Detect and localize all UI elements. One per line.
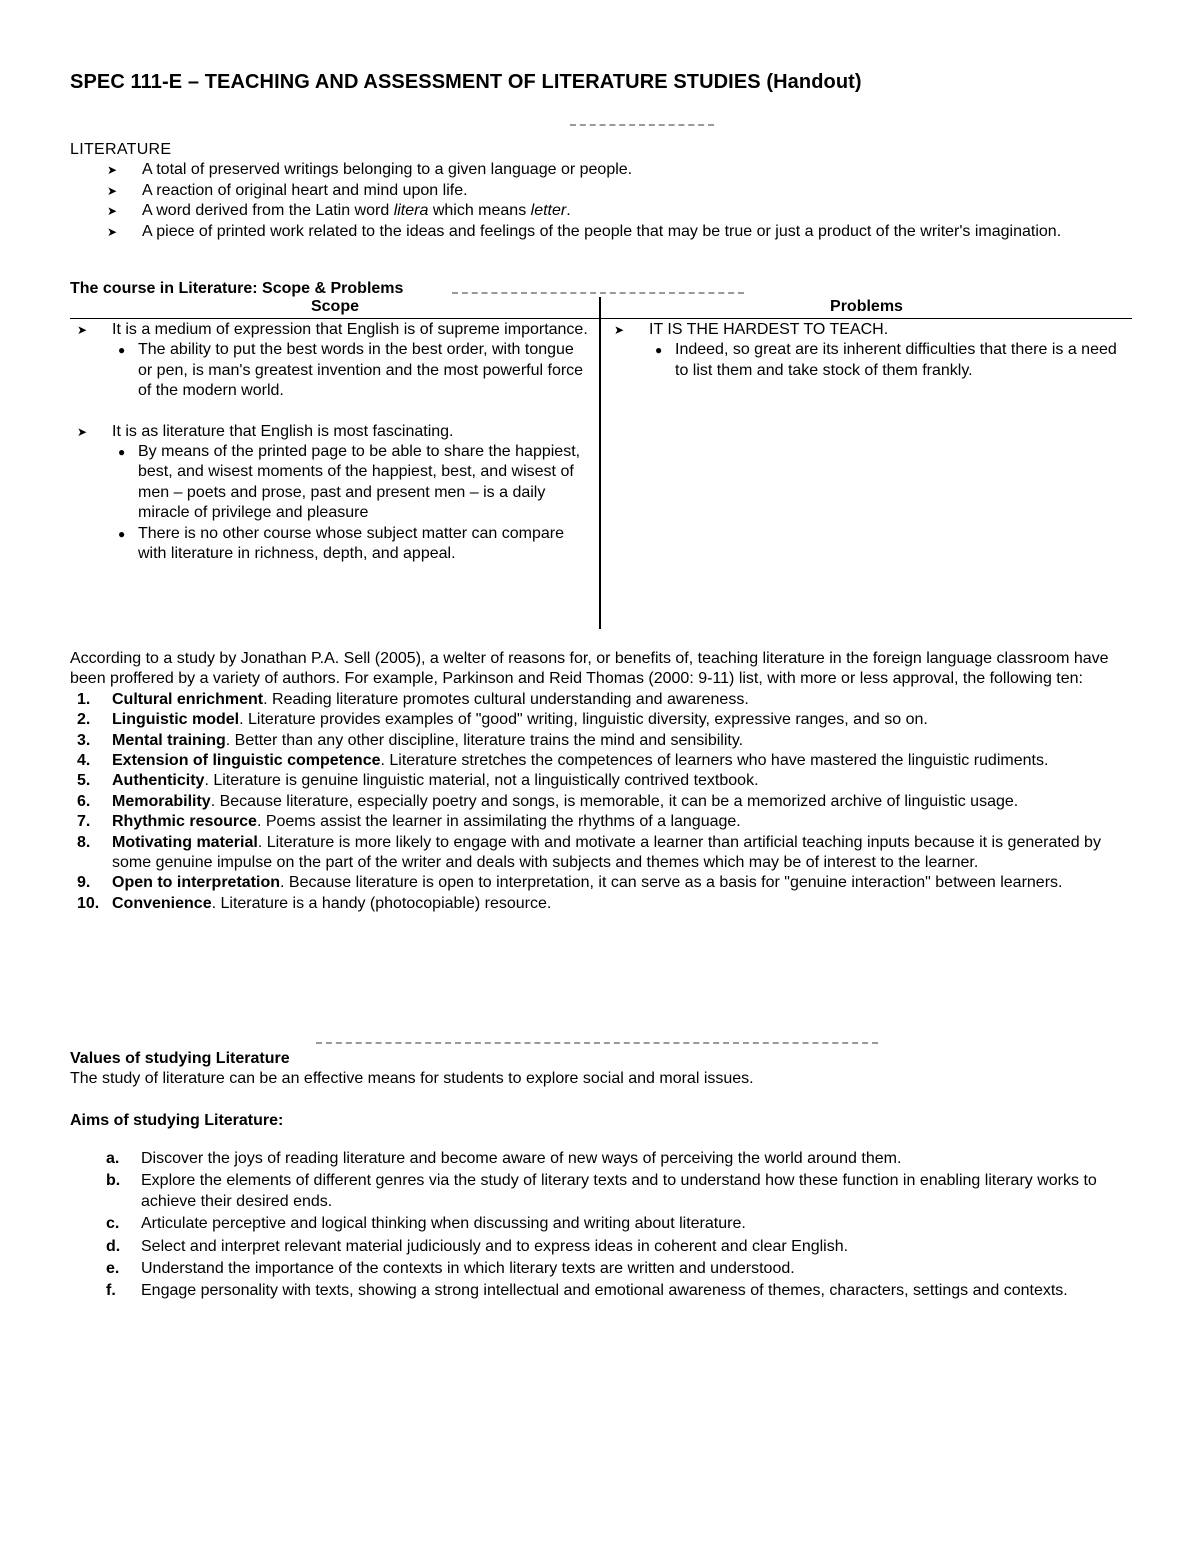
reason-number: 8.	[77, 833, 91, 851]
aim-letter: b.	[106, 1172, 121, 1190]
list-item: ● The ability to put the best words in the best order, with tongue or pen, is man's greatest invention and the most powerful force of the modern world.	[118, 341, 584, 400]
aim-item	[70, 1237, 1132, 1257]
aim-item	[70, 1281, 1132, 1301]
aims-heading: Aims of studying Literature:	[70, 1112, 284, 1129]
reason-description: . Literature is a handy (photocopiable) resource.	[211, 894, 552, 912]
reason-term: Rhythmic resource	[112, 813, 257, 831]
list-item: ● There is no other course whose subject matter can compare with literature in richness, depth, and appeal.	[118, 524, 564, 563]
literature-section	[70, 140, 1070, 242]
reason-number: 5.	[77, 772, 91, 790]
reason-item	[70, 894, 1132, 914]
reason-description: . Reading literature promotes cultural understanding and awareness.	[263, 690, 749, 708]
reason-number: 3.	[77, 731, 91, 749]
list-item: ➤ A total of preserved writings belonging to a given language or people.	[70, 160, 1070, 180]
list-item: ● By means of the printed page to be able to share the happiest, best, and wisest moments of the happiest, best, and wisest of men – poets and prose, past and present men – is a daily miracle of privilege and pleasure	[118, 443, 581, 522]
reason-term: Extension of linguistic competence	[112, 752, 381, 770]
reason-number: 1.	[77, 690, 91, 708]
arrowhead-bullet-icon: ➤	[77, 424, 88, 439]
arrowhead-bullet-icon: ➤	[107, 183, 118, 198]
reason-number: 7.	[77, 813, 91, 831]
reason-item	[70, 731, 1132, 751]
dot-bullet-icon: ●	[118, 526, 126, 541]
reason-term: Authenticity	[112, 772, 205, 790]
reason-description: . Because literature, especially poetry and songs, is memorable, it can be a memorized archive of linguistic usage.	[210, 792, 1019, 810]
course-section-title: The course in Literature: Scope & Problems	[70, 280, 404, 297]
header-divider	[70, 318, 1132, 319]
sell-intro-paragraph: According to a study by Jonathan P.A. Sell (2005), a welter of reasons for, or benefits of, teaching literature in the foreign language classroom have been proffered by a variety of authors. For example, Parkinson and Reid Thomas (2000: 9-11) list, with more or less approval, the following ten:	[70, 650, 1109, 688]
dot-bullet-icon: ●	[118, 343, 126, 358]
list-item: ● Indeed, so great are its inherent difficulties that there is a need to list them and take stock of them frankly.	[655, 341, 1117, 379]
reason-number: 9.	[77, 874, 91, 892]
scope-column-header: Scope	[310, 298, 359, 315]
values-text: The study of literature can be an effective means for students to explore social and moral issues.	[70, 1070, 754, 1088]
reason-term: Cultural enrichment	[112, 690, 264, 708]
reasons-list	[70, 690, 1132, 914]
problems-item: ➤ IT IS THE HARDEST TO TEACH.	[607, 320, 1127, 340]
dot-bullet-icon: ●	[118, 445, 126, 460]
reason-item	[70, 751, 1132, 771]
obscured-text-strip	[316, 1042, 878, 1044]
word-meaning: letter	[530, 202, 567, 220]
aim-letter: c.	[106, 1215, 120, 1233]
reason-term: Convenience	[112, 894, 212, 912]
reason-term: Memorability	[112, 792, 211, 810]
aims-section	[70, 1149, 1132, 1304]
values-heading: Values of studying Literature	[70, 1050, 290, 1067]
reason-description: . Literature stretches the competences of learners who have mastered the linguistic rudiments.	[380, 752, 1049, 770]
arrowhead-bullet-icon: ➤	[107, 224, 118, 239]
reason-item	[70, 792, 1132, 812]
scope-item: ➤ It is as literature that English is most fascinating.	[70, 422, 590, 442]
reason-number: 4.	[77, 752, 91, 770]
aim-text: Select and interpret relevant material judiciously and to express ideas in coherent and clear English.	[141, 1237, 849, 1255]
reason-term: Linguistic model	[112, 711, 240, 729]
page-title: SPEC 111-E – TEACHING AND ASSESSMENT OF LITERATURE STUDIES (Handout)	[70, 71, 862, 93]
obscured-text-strip	[570, 124, 714, 126]
aim-text: Understand the importance of the contexts in which literary texts are written and understood.	[141, 1260, 795, 1278]
reason-description: . Because literature is open to interpretation, it can serve as a basis for "genuine interaction" between learners.	[280, 874, 1063, 892]
literature-heading: LITERATURE	[70, 141, 172, 158]
scope-item: ➤ It is a medium of expression that English is of supreme importance.	[70, 320, 590, 340]
reason-term: Motivating material	[112, 833, 258, 851]
aim-item	[70, 1214, 1132, 1234]
arrowhead-bullet-icon: ➤	[107, 163, 118, 178]
reason-description: . Literature is more likely to engage with and motivate a learner than artificial teaching inputs because it is generated by some genuine impulse on the part of the writer and deals with subjects and themes which may be of interest to the learner.	[112, 833, 1101, 872]
list-item: ➤ A reaction of original heart and mind upon life.	[70, 181, 1070, 201]
values-section	[70, 1049, 1132, 1090]
reason-item	[70, 812, 1132, 832]
aim-letter: a.	[106, 1150, 120, 1167]
reason-number: 6.	[77, 792, 91, 810]
problems-subitems	[607, 340, 1127, 381]
arrowhead-bullet-icon: ➤	[614, 323, 625, 337]
problems-column	[607, 320, 1127, 381]
reason-term: Mental training	[112, 731, 226, 749]
aim-text: Explore the elements of different genres via the study of literary texts and to understand how these function in enabling literary works to achieve their desired ends.	[141, 1172, 1097, 1210]
reason-description: . Poems assist the learner in assimilating the rhythms of a language.	[256, 813, 741, 831]
aims-list	[70, 1149, 1132, 1302]
aim-item	[70, 1171, 1132, 1212]
sell-study-section	[70, 649, 1132, 914]
reason-number: 2.	[77, 711, 91, 729]
scope-subitems	[70, 442, 590, 564]
arrowhead-bullet-icon: ➤	[107, 204, 118, 219]
aim-text: Engage personality with texts, showing a strong intellectual and emotional awareness of themes, characters, settings and contexts.	[141, 1282, 1068, 1300]
aim-letter: f.	[106, 1282, 116, 1300]
dot-bullet-icon: ●	[655, 343, 663, 358]
obscured-text-strip	[452, 292, 744, 294]
problems-column-header: Problems	[830, 298, 903, 315]
reason-item	[70, 873, 1132, 893]
reason-item	[70, 833, 1132, 874]
aim-letter: d.	[106, 1237, 121, 1255]
list-item: ➤ A word derived from the Latin word litera which means letter.	[70, 201, 1070, 221]
reason-description: . Literature provides examples of "good" writing, linguistic diversity, expressive ranges, and so on.	[239, 711, 928, 729]
arrowhead-bullet-icon: ➤	[77, 323, 88, 337]
scope-column	[70, 320, 590, 564]
scope-subitems	[70, 340, 590, 401]
latin-word: litera	[393, 202, 429, 220]
reason-description: . Literature is genuine linguistic material, not a linguistically contrived textbook.	[204, 772, 759, 790]
reason-item	[70, 771, 1132, 791]
column-divider	[599, 297, 601, 629]
reason-item	[70, 690, 1132, 710]
literature-definitions	[70, 160, 1070, 242]
aim-item	[70, 1259, 1132, 1279]
reason-description: . Better than any other discipline, literature trains the mind and sensibility.	[225, 731, 744, 749]
aim-item	[70, 1149, 1132, 1169]
aim-text: Articulate perceptive and logical thinking when discussing and writing about literature.	[141, 1215, 746, 1233]
reason-number: 10.	[77, 894, 100, 912]
list-item: ➤ A piece of printed work related to the ideas and feelings of the people that may be true or just a product of the writer's imagination.	[70, 222, 1070, 242]
reason-item	[70, 710, 1132, 730]
aim-letter: e.	[106, 1260, 120, 1278]
reason-term: Open to interpretation	[112, 874, 280, 892]
aim-text: Discover the joys of reading literature and become aware of new ways of perceiving the world around them.	[141, 1150, 902, 1167]
